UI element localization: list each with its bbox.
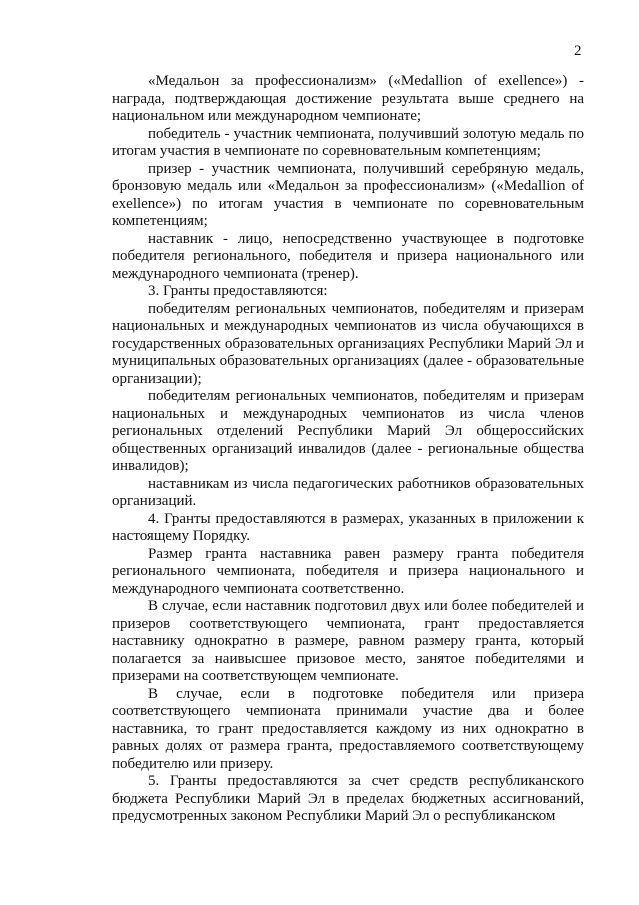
- paragraph-grants-students: победителям региональных чемпионатов, победителям и призерам национальных и международных чемпионатов из числа обучающихся в государственных образовательных организациях Республики Марий Эл и муниципальных образовательных организациях (далее - образовательные организации);: [112, 300, 584, 387]
- paragraph-grants-mentors: наставникам из числа педагогических работников образовательных организаций.: [112, 475, 584, 509]
- paragraph-medallion-definition: «Медальон за профессионализм» («Medallion of exellence») - награда, подтверждающая достижение результата выше среднего на национальном или международном чемпионате;: [112, 73, 584, 124]
- paragraph-section-5: 5. Гранты предоставляются за счет средств республиканского бюджета Республики Марий Эл в пределах бюджетных ассигнований, предусмотренных законом Республики Марий Эл о республиканском: [112, 773, 584, 824]
- paragraph-winner-definition: победитель - участник чемпионата, получивший золотую медаль по итогам участия в чемпионате по соревновательным компетенциям;: [112, 125, 584, 159]
- paragraph-prizewinner-definition: призер - участник чемпионата, получивший серебряную медаль, бронзовую медаль или «Медальон за профессионализм» («Medallion of exellence») по итогам участия в чемпионате по соревновательным компетенциям;: [112, 160, 584, 229]
- paragraph-mentor-definition: наставник - лицо, непосредственно участвующее в подготовке победителя регионального, победителя и призера национального или международного чемпионата (тренер).: [112, 230, 584, 282]
- paragraph-multiple-winners: В случае, если наставник подготовил двух или более победителей и призеров соответствующего чемпионата, грант предоставляется наставнику однократно в размере, равном размеру гранта, который полагается за наивысшее призовое место, занятое победителями и призерами на соответствующем чемпионате.: [112, 598, 584, 684]
- document-body: [112, 73, 584, 826]
- paragraph-section-4: 4. Гранты предоставляются в размерах, указанных в приложении к настоящему Порядку.: [112, 510, 584, 544]
- page-number: 2: [574, 43, 582, 59]
- paragraph-mentor-grant-size: Размер гранта наставника равен размеру гранта победителя регионального чемпионата, победителя и призера национального и международного чемпионата соответственно.: [112, 545, 584, 597]
- paragraph-grants-disabled-members: победителям региональных чемпионатов, победителям и призерам национальных и международных чемпионатов из числа членов региональных отделений Республики Марий Эл общероссийских общественных организаций инвалидов (далее - региональные общества инвалидов);: [112, 388, 584, 474]
- paragraph-multiple-mentors: В случае, если в подготовке победителя или призера соответствующего чемпионата принимали участие два и более наставника, то грант предоставляется каждому из них однократно в равных долях от размера гранта, предоставляемого соответствующему победителю или призеру.: [112, 685, 584, 772]
- paragraph-section-3-heading: 3. Гранты предоставляются:: [148, 283, 328, 299]
